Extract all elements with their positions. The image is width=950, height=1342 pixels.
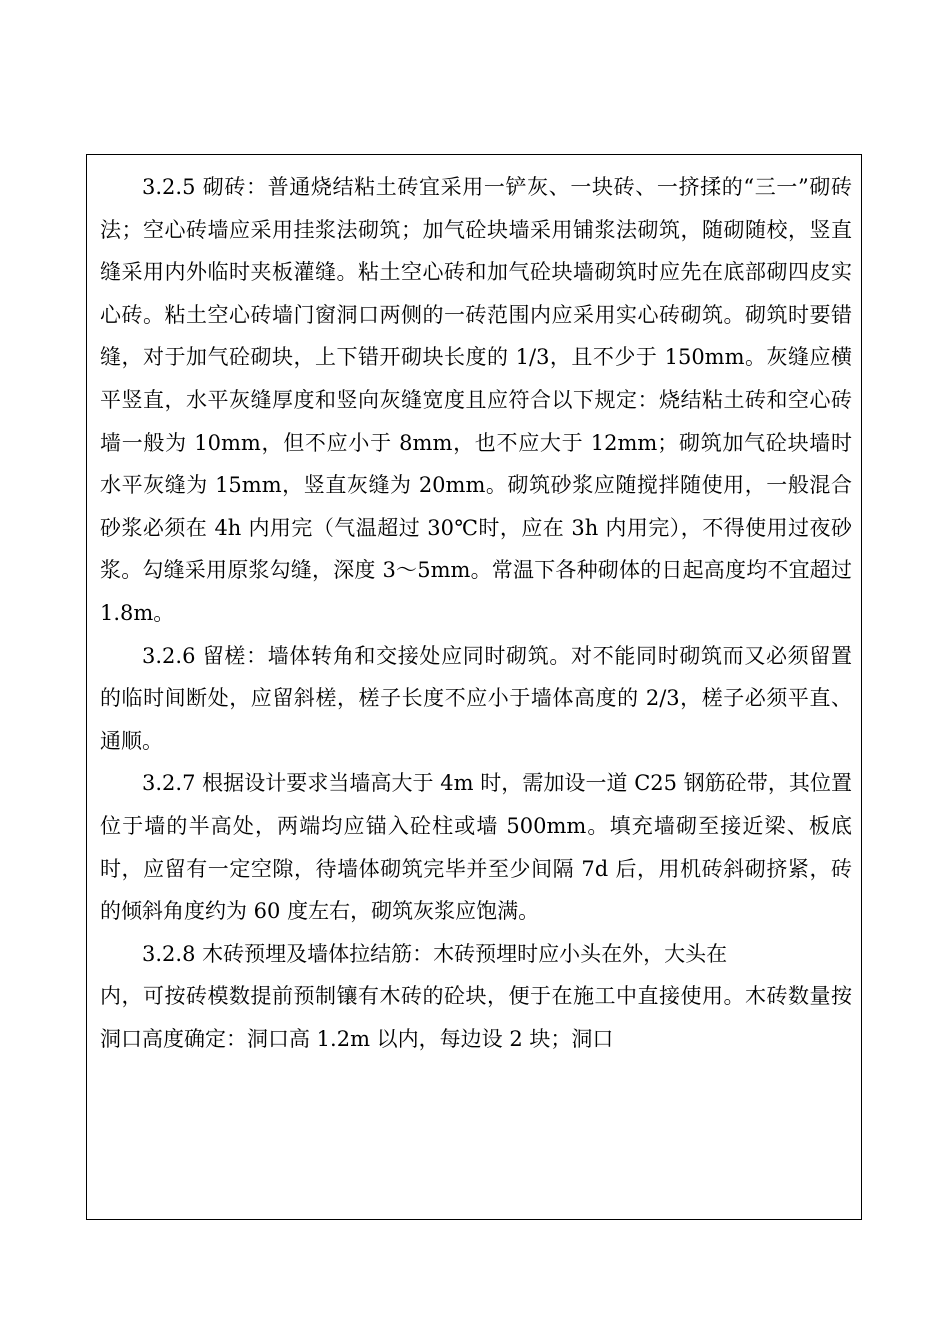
section-3-2-7-paragraph: 3.2.7 根据设计要求当墙高大于 4m 时，需加设一道 C25 钢筋砼带，其位置位于墙的半高处，两端均应锚入砼柱或墙 500mm。填充墙砌至接近梁、板底时，应留有一定空隙，待墙体砌筑完毕并至少间隔 7d 后，用机砖斜砌挤紧，砖的倾斜角度约为 60 度左右，砌筑灰浆应饱满。: [100, 771, 852, 924]
section-3-2-8-continuation: 内，可按砖模数提前预制镶有木砖的砼块，便于在施工中直接使用。木砖数量按洞口高度确定：洞口高 1.2m 以内，每边设 2 块；洞口: [100, 984, 852, 1051]
section-3-2-8-paragraph: 3.2.8 木砖预埋及墙体拉结筋：木砖预埋时应小头在外，大头在: [142, 941, 728, 966]
document-body: [100, 166, 852, 1060]
section-3-2-5-paragraph: 3.2.5 砌砖：普通烧结粘土砖宜采用一铲灰、一块砖、一挤揉的“三一”砌砖法；空心砖墙应采用挂浆法砌筑；加气砼块墙采用铺浆法砌筑，随砌随校，竖直缝采用内外临时夹板灌缝。粘土空心砖和加气砼块墙砌筑时应先在底部砌四皮实心砖。粘土空心砖墙门窗洞口两侧的一砖范围内应采用实心砖砌筑。砌筑时要错缝，对于加气砼砌块，上下错开砌块长度的 1/3，且不少于 150mm。灰缝应横平竖直，水平灰缝厚度和竖向灰缝宽度且应符合以下规定：烧结粘土砖和空心砖墙一般为 10mm，但不应小于 8mm，也不应大于 12mm；砌筑加气砼块墙时水平灰缝为 15mm，竖直灰缝为 20mm。砌筑砂浆应随搅拌随使用，一般混合砂浆必须在 4h 内用完（气温超过 30℃时，应在 3h 内用完），不得使用过夜砂浆。勾缝采用原浆勾缝，深度 3～5mm。常温下各种砌体的日起高度均不宜超过 1.8m。: [100, 175, 852, 625]
section-3-2-6-paragraph: 3.2.6 留槎：墙体转角和交接处应同时砌筑。对不能同时砌筑而又必须留置的临时间断处，应留斜槎，槎子长度不应小于墙体高度的 2/3，槎子必须平直、通顺。: [100, 643, 852, 753]
